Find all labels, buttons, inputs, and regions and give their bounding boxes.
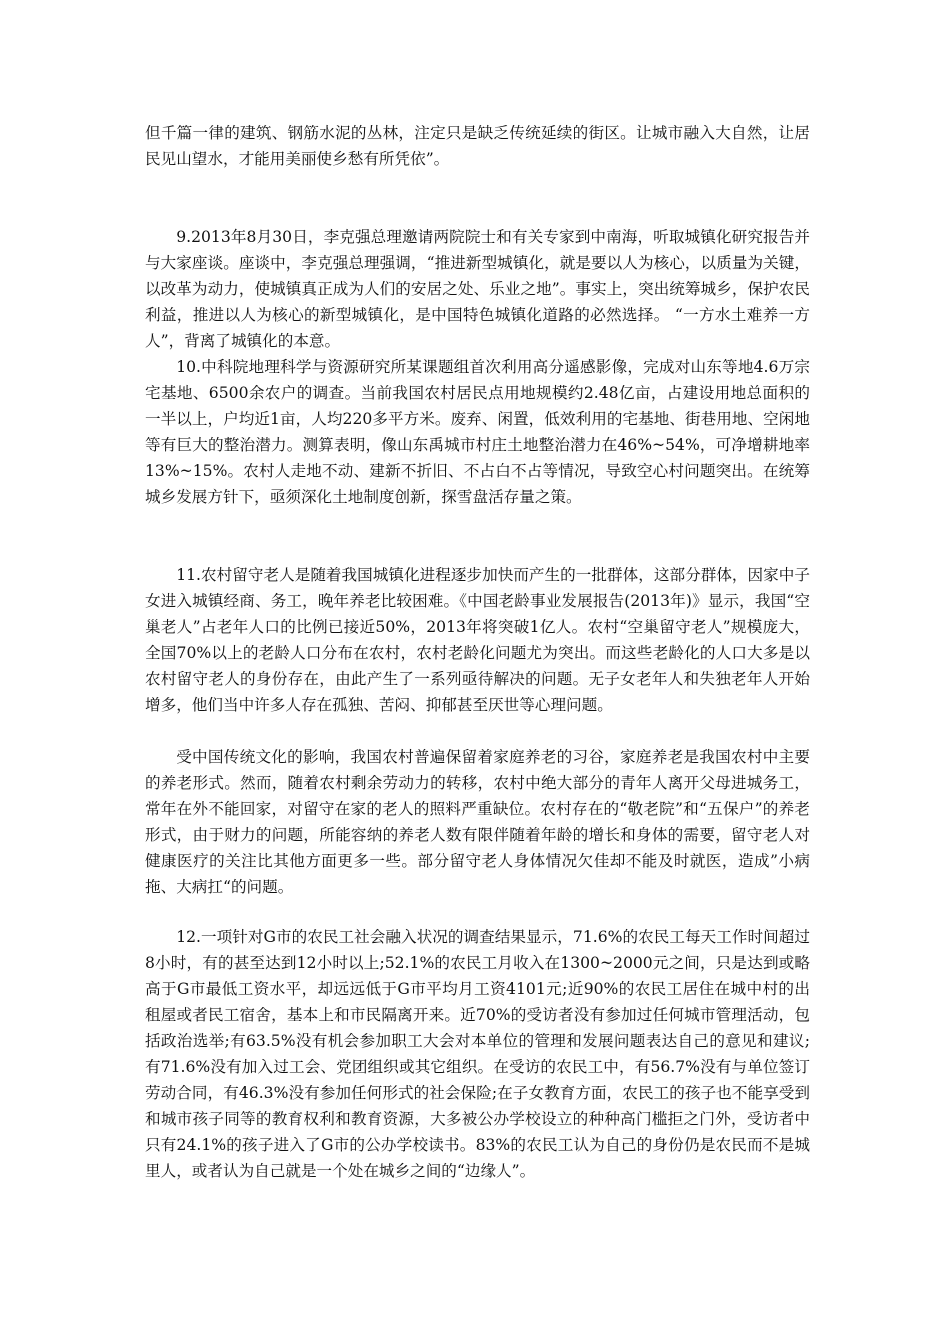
paragraph-item-12 [145,924,810,1184]
paragraph-continuation [145,120,810,172]
paragraph-text: 11.农村留守老人是随着我国城镇化进程逐步加快而产生的一批群体，这部分群体，因家中子女进入城镇经商、务工，晚年养老比较困难。《中国老龄事业发展报告(2013年)》显示，我国“空巢老人”占老年人口的比例已接近50%，2013年将突破1亿人。农村“空巢留守老人”规模庞大，全国70%以上的老龄人口分布在农村，农村老龄化问题尤为突出。而这些老龄化的人口大多是以农村留守老人的身份存在，由此产生了一系列亟待解决的问题。无子女老年人和失独老年人开始增多，他们当中许多人存在孤独、苦闷、抑郁甚至厌世等心理问题。 [145,566,810,714]
paragraph-text: 10.中科院地理科学与资源研究所某课题组首次利用高分遥感影像，完成对山东等地4.6万宗宅基地、6500余农户的调查。当前我国农村居民点用地规模约2.48亿亩，占建设用地总面积的一半以上，户均近1亩，人均220多平方米。废弃、闲置，低效利用的宅基地、街巷用地、空闲地等有巨大的整治潜力。测算表明，像山东禹城市村庄土地整治潜力在46%~54%，可净增耕地率13%~15%。农村人走地不动、建新不折旧、不占白不占等情况，导致空心村问题突出。在统筹城乡发展方针下，亟须深化土地制度创新，探雪盘活存量之策。 [145,358,810,506]
paragraph-item-9 [145,224,810,354]
paragraph-text: 12.一项针对G市的农民工社会融入状况的调查结果显示，71.6%的农民工每天工作时间超过8小时，有的甚至达到12小时以上;52.1%的农民工月收入在1300~2000元之间，只是达到或略高于G市最低工资水平，却远远低于G市平均月工资4101元;近90%的农民工居住在城中村的出租屋或者民工宿舍，基本上和市民隔离开来。近70%的受访者没有参加过任何城市管理活动，包括政治选举;有63.5%没有机会参加职工大会对本单位的管理和发展问题表达自己的意见和建议;有71.6%没有加入过工会、党团组织或其它组织。在受访的农民工中，有56.7%没有与单位签订劳动合同，有46.3%没有参加任何形式的社会保险;在子女教育方面，农民工的孩子也不能享受到和城市孩子同等的教育权利和教育资源，大多被公办学校设立的种种高门槛拒之门外，受访者中只有24.1%的孩子进入了G市的公办学校读书。83%的农民工认为自己的身份仍是农民而不是城里人，或者认为自己就是一个处在城乡之间的“边缘人”。 [145,928,810,1180]
paragraph-item-11-continued [145,744,810,900]
paragraph-text: 9.2013年8月30日，李克强总理邀请两院院士和有关专家到中南海，听取城镇化研究报告并与大家座谈。座谈中，李克强总理强调，“推进新型城镇化，就是要以人为核心，以质量为关键，以改革为动力，使城镇真正成为人们的安居之处、乐业之地”。事实上，突出统筹城乡，保护农民利益，推进以人为核心的新型城镇化，是中国特色城镇化道路的必然选择。 “一方水土难养一方人”，背离了城镇化的本意。 [145,228,810,350]
paragraph-text: 但千篇一律的建筑、钢筋水泥的丛林，注定只是缺乏传统延续的街区。让城市融入大自然，让居民见山望水，才能用美丽使乡愁有所凭依”。 [145,124,810,168]
paragraph-text: 受中国传统文化的影响，我国农村普遍保留着家庭养老的习谷，家庭养老是我国农村中主要的养老形式。然而，随着农村剩余劳动力的转移，农村中绝大部分的青年人离开父母进城务工，常年在外不能回家，对留守在家的老人的照料严重缺位。农村存在的“敬老院”和“五保户”的养老形式，由于财力的问题，所能容纳的养老人数有限伴随着年龄的增长和身体的需要，留守老人对健康医疗的关注比其他方面更多一些。部分留守老人身体情况欠佳却不能及时就医，造成”小病拖、大病扛“的问题。 [145,748,810,896]
paragraph-item-10 [145,354,810,510]
paragraph-item-11 [145,562,810,718]
